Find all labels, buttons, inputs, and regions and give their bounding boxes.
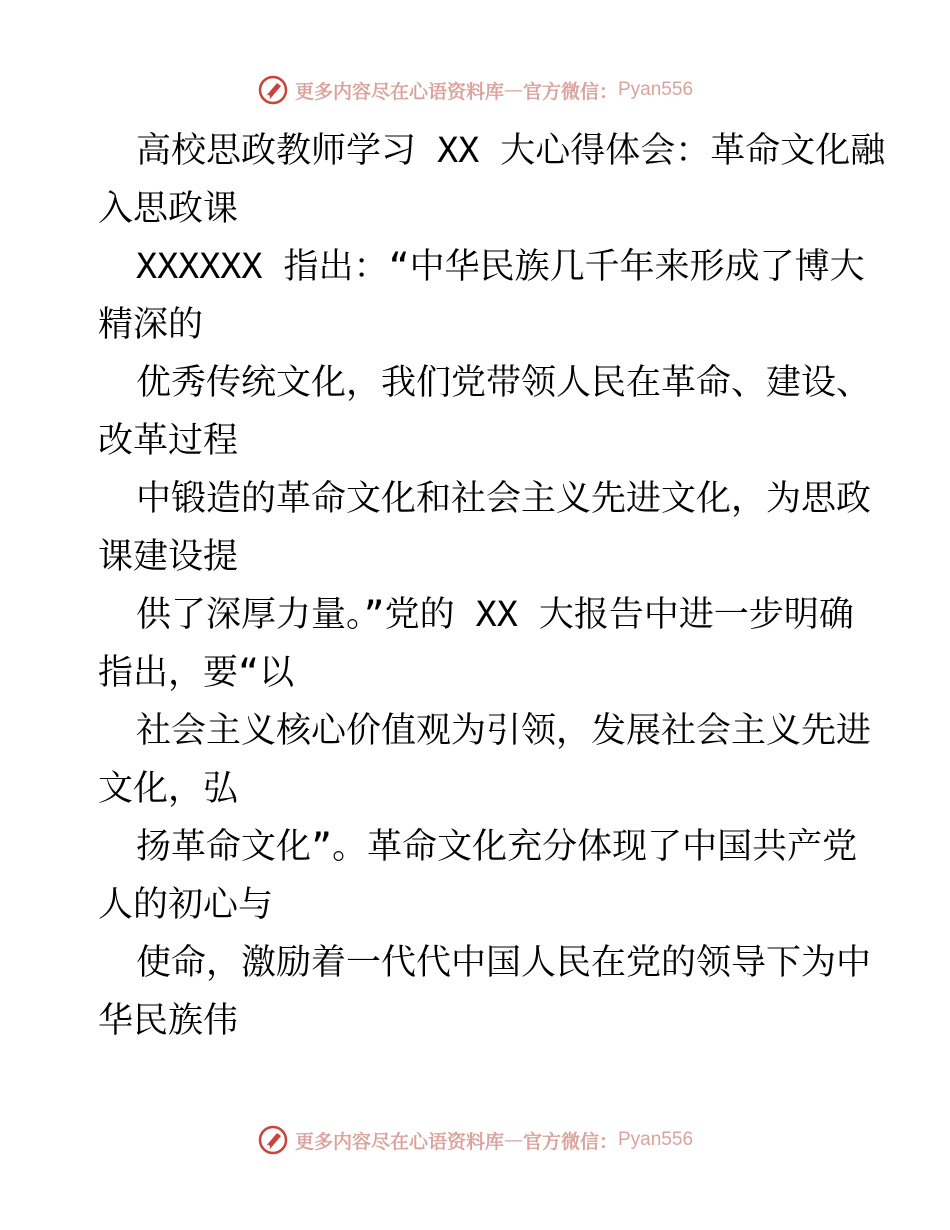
watermark-wechat-id: Pyan556 [618, 1129, 694, 1150]
document-title-line-1: 高校思政教师学习 XX 大心得体会：革命文化融 [136, 131, 886, 171]
footer-watermark [0, 1120, 950, 1160]
paragraph-line: 人的初心与 [98, 885, 274, 925]
paragraph-line: 中锻造的革命文化和社会主义先进文化，为思政 [136, 479, 872, 519]
watermark-wechat-label: 官方微信： [522, 1130, 618, 1153]
paragraph-line: 使命，激励着一代代中国人民在党的领导下为中 [136, 943, 872, 983]
watermark-separator: — [503, 79, 523, 101]
document-body [98, 122, 886, 1050]
paragraph-line: 优秀传统文化，我们党带领人民在革命、建设、 [136, 363, 872, 403]
paragraph-line: 社会主义核心价值观为引领，发展社会主义先进 [136, 711, 872, 751]
watermark-text: 更多内容尽在心语资料库 [294, 1130, 504, 1153]
document-title-line-2: 入思政课 [98, 189, 239, 229]
watermark-text: 更多内容尽在心语资料库 [294, 80, 504, 103]
paragraph-line: 精深的 [98, 305, 204, 345]
watermark-separator: — [503, 1129, 523, 1151]
header-watermark [0, 70, 950, 110]
pen-circle-logo-icon [257, 1124, 289, 1156]
watermark-wechat-id: Pyan556 [618, 79, 694, 100]
paragraph-line: 改革过程 [98, 421, 239, 461]
pen-circle-logo-icon [257, 74, 289, 106]
paragraph-line: 供了深厚力量。”党的 XX 大报告中进一步明确 [136, 595, 854, 635]
watermark-wechat-label: 官方微信： [522, 80, 618, 103]
paragraph-line: 文化，弘 [98, 769, 239, 809]
paragraph-line: XXXXXX 指出：“中华民族几千年来形成了博大 [136, 247, 865, 287]
paragraph-line: 扬革命文化”。革命文化充分体现了中国共产党 [136, 827, 858, 867]
paragraph-line: 华民族伟 [98, 1001, 239, 1041]
paragraph-line: 课建设提 [98, 537, 239, 577]
paragraph-line: 指出，要“以 [98, 653, 295, 693]
